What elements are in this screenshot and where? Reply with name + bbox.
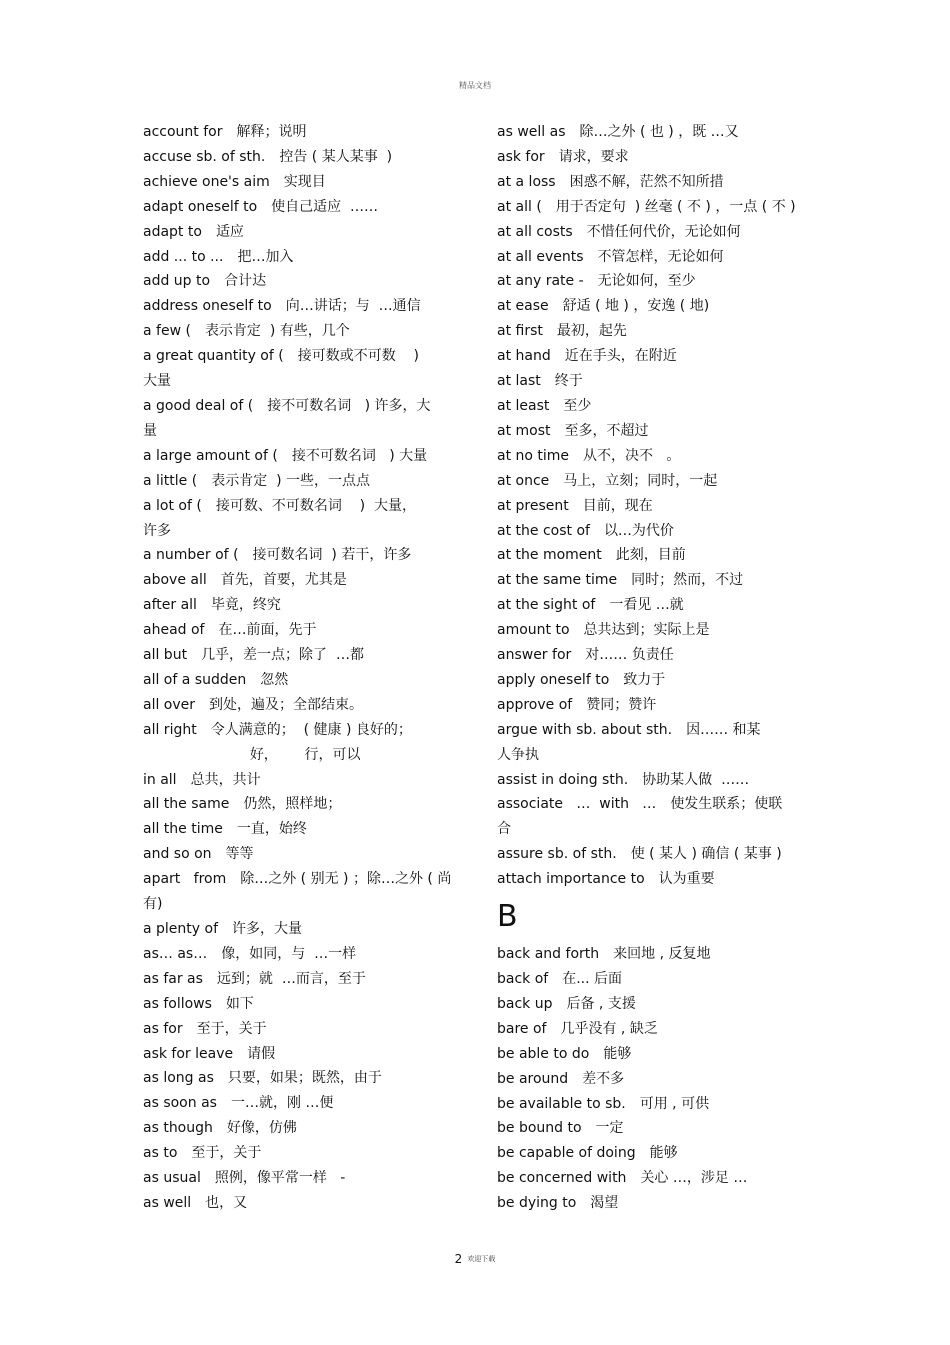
vocab-entry	[497, 145, 812, 170]
entry-chinese: 致力于	[623, 671, 666, 688]
entry-english: a few (	[143, 323, 191, 340]
vocab-entry	[497, 1116, 812, 1141]
vocab-entry	[143, 917, 458, 942]
footer-text: 欢迎下载	[467, 1255, 496, 1263]
entry-chinese: 除…之外 ( 也 ) ，既 …又	[579, 124, 739, 140]
left-column	[143, 120, 458, 1216]
entry-english: answer for	[497, 647, 572, 664]
vocab-entry	[497, 319, 812, 344]
entry-chinese: 对…… 负责任	[585, 647, 674, 664]
vocab-entry	[143, 269, 458, 294]
vocab-entry	[143, 344, 458, 394]
entry-english: as usual	[143, 1170, 201, 1187]
entry-chinese: 至于，关于	[191, 1145, 262, 1162]
vocab-entry	[143, 294, 458, 319]
entry-english: be available to sb.	[497, 1095, 626, 1112]
entry-english: adapt oneself to	[143, 198, 258, 215]
entry-chinese: 照例，像平常一样 -	[214, 1170, 346, 1187]
entry-english: all the same	[143, 796, 230, 813]
entry-chinese: 在... 后面	[562, 971, 623, 987]
entry-english: in all	[143, 771, 177, 788]
entry-chinese: 几乎没有 , 缺乏	[560, 1020, 658, 1037]
entry-english: after all	[143, 597, 197, 614]
entry-english: as long as	[143, 1070, 214, 1087]
entry-chinese: 渴望	[590, 1195, 619, 1212]
vocab-entry	[143, 1166, 458, 1191]
entry-chinese: 同时；然而，不过	[631, 572, 744, 589]
vocab-entry	[497, 1166, 812, 1191]
entry-chinese: 好像，仿佛	[226, 1120, 297, 1137]
entry-chinese: 至少	[563, 397, 592, 414]
entry-english: a good deal of (	[143, 397, 254, 414]
entry-chinese: 目前，现在	[582, 497, 653, 514]
vocab-entry	[143, 967, 458, 992]
vocab-entry	[497, 369, 812, 394]
vocab-entry	[497, 220, 812, 245]
right-column-b	[497, 942, 812, 1216]
entry-english: at ease	[497, 298, 549, 315]
vocab-entry	[143, 120, 458, 145]
entry-chinese: 差不多	[582, 1070, 625, 1087]
vocab-entry	[497, 867, 812, 892]
entry-english: at the sight of	[497, 597, 596, 614]
entry-chinese: 总共，共计	[190, 771, 261, 788]
vocab-entry	[497, 792, 812, 842]
entry-chinese: 不管怎样，无论如何	[597, 248, 724, 265]
vocab-entry	[143, 1091, 458, 1116]
entry-english: as though	[143, 1120, 213, 1137]
entry-continuation: 许多	[143, 522, 171, 539]
entry-chinese: 请假	[247, 1045, 276, 1062]
entry-english: assist in doing sth.	[497, 771, 629, 788]
entry-chinese: 几乎，差一点；除了 …都	[201, 647, 364, 664]
vocab-entry	[497, 1141, 812, 1166]
vocab-entry	[497, 643, 812, 668]
entry-chinese: 除…之外 ( 别无 ) ；除…之外 ( 尚	[240, 871, 452, 888]
entry-chinese: 此刻，目前	[615, 547, 686, 564]
entry-chinese: 总共达到；实际上是	[583, 622, 710, 639]
entry-english: a little (	[143, 472, 198, 489]
entry-continuation: 量	[143, 422, 157, 439]
entry-chinese: 接可数、不可数名词 ) 大量，	[215, 497, 417, 514]
entry-chinese: 用于否定句 ) 丝毫 ( 不 ) ，一点 ( 不 )	[555, 198, 796, 215]
vocab-entry	[143, 1116, 458, 1141]
entry-chinese: 到处，遍及；全部结束。	[209, 696, 364, 713]
entry-chinese: 只要，如果；既然，由于	[227, 1070, 382, 1087]
entry-chinese: 可用 , 可供	[639, 1095, 710, 1112]
vocab-entry	[143, 1066, 458, 1091]
entry-continuation: 大量	[143, 373, 171, 390]
entry-chinese: 最初，起先	[556, 323, 627, 340]
entry-english: at any rate -	[497, 273, 584, 290]
entry-english: ahead of	[143, 622, 205, 639]
entry-english: assure sb. of sth.	[497, 846, 617, 863]
entry-english: and so on	[143, 846, 212, 863]
entry-chinese: 令人满意的； ( 健康 ) 良好的；	[210, 721, 412, 738]
entry-english: apart from	[143, 871, 227, 888]
entry-chinese: 使自己适应 ……	[271, 198, 379, 215]
vocab-entry	[497, 245, 812, 270]
entry-english: be around	[497, 1070, 569, 1087]
entry-english: at least	[497, 397, 550, 414]
entry-english: at no time	[497, 447, 570, 464]
entry-chinese: 实现目	[283, 173, 326, 190]
vocab-entry	[497, 992, 812, 1017]
entry-chinese: 困惑不解，茫然不知所措	[569, 173, 724, 190]
entry-chinese: 近在手头，在附近	[564, 348, 677, 365]
entry-english: at present	[497, 497, 569, 514]
entry-english: a lot of (	[143, 497, 202, 514]
vocab-entry	[497, 120, 812, 145]
entry-english: at last	[497, 373, 541, 390]
entry-chinese: 适应	[215, 223, 244, 240]
entry-english: a large amount of (	[143, 447, 278, 464]
entry-english: above all	[143, 572, 207, 589]
entry-chinese: 如下	[225, 995, 254, 1012]
vocab-entry	[143, 718, 458, 768]
vocab-entry	[497, 419, 812, 444]
entry-chinese: 忽然	[260, 671, 289, 688]
entry-english: as well as	[497, 124, 566, 140]
vocab-entry	[143, 245, 458, 270]
entry-chinese: 以…为代价	[603, 522, 674, 539]
entry-chinese: 至多，不超过	[564, 422, 649, 439]
vocab-entry	[497, 718, 812, 768]
vocab-entry	[143, 992, 458, 1017]
entry-chinese: 赞同；赞许	[586, 696, 657, 713]
entry-chinese: 把…加入	[237, 248, 294, 265]
entry-chinese: 舒适 ( 地 ) ，安逸 ( 地)	[562, 298, 710, 315]
entry-chinese: 请求，要求	[558, 148, 629, 165]
right-column-a	[497, 120, 812, 892]
vocab-entry	[143, 792, 458, 817]
entry-chinese: 表示肯定 ) 有些，几个	[204, 323, 350, 340]
vocab-entry	[143, 1042, 458, 1067]
vocab-entry	[143, 842, 458, 867]
vocab-entry	[497, 618, 812, 643]
vocab-entry	[143, 170, 458, 195]
vocab-entry	[497, 942, 812, 967]
entry-chinese: 向…讲话；与 …通信	[285, 298, 421, 315]
entry-english: argue with sb. about sth.	[497, 721, 673, 738]
entry-chinese: 后备 , 支援	[566, 995, 636, 1012]
entry-english: at all costs	[497, 223, 573, 240]
page-footer	[0, 1248, 950, 1267]
entry-chinese: 接不可数名词 ) 许多，大	[267, 397, 431, 414]
entry-chinese: 至于，关于	[196, 1020, 267, 1037]
vocab-entry	[143, 195, 458, 220]
entry-chinese: 关心 …，涉足 …	[640, 1170, 748, 1187]
entry-english: at hand	[497, 348, 551, 365]
vocab-entry	[143, 543, 458, 568]
vocab-entry	[143, 444, 458, 469]
entry-english: all right	[143, 721, 197, 738]
section-letter: B	[497, 899, 518, 935]
entry-chinese: 来回地 , 反复地	[613, 946, 711, 963]
entry-english: all of a sudden	[143, 671, 247, 688]
vocab-entry	[497, 1017, 812, 1042]
entry-english: all but	[143, 647, 188, 664]
page-header: 精品文档	[459, 81, 491, 90]
entry-english: at first	[497, 323, 543, 340]
entry-chinese: 首先，首要，尤其是	[220, 572, 347, 589]
entry-chinese: 能够	[649, 1145, 678, 1162]
entry-chinese: 一…就，刚 …便	[230, 1095, 334, 1112]
entry-english: be concerned with	[497, 1170, 627, 1187]
entry-chinese: 一看见 …就	[609, 597, 684, 614]
entry-english: a number of (	[143, 547, 239, 564]
entry-english: be dying to	[497, 1195, 577, 1212]
page-number: 2	[454, 1252, 463, 1266]
entry-english: back of	[497, 971, 549, 987]
vocab-entry	[497, 344, 812, 369]
vocab-entry	[497, 195, 812, 220]
entry-english: at a loss	[497, 173, 556, 190]
vocab-entry	[497, 444, 812, 469]
entry-chinese: 等等	[225, 846, 254, 863]
vocab-entry	[143, 494, 458, 544]
entry-continuation: 人争执	[497, 746, 539, 763]
entry-chinese: 解释；说明	[236, 124, 307, 140]
entry-english: associate … with …	[497, 796, 657, 813]
vocab-entry	[143, 643, 458, 668]
entry-english: at the same time	[497, 572, 618, 589]
entry-continuation: 合	[497, 821, 511, 838]
entry-english: a great quantity of (	[143, 348, 284, 365]
entry-chinese: 接可数或不可数 )	[297, 348, 419, 365]
entry-english: be capable of doing	[497, 1145, 636, 1162]
vocab-entry	[497, 593, 812, 618]
entry-english: apply oneself to	[497, 671, 610, 688]
vocab-entry	[497, 294, 812, 319]
entry-chinese: 从不，决不 。	[583, 447, 681, 464]
vocab-entry	[497, 768, 812, 793]
entry-english: add up to	[143, 273, 211, 290]
vocab-entry	[143, 1141, 458, 1166]
entry-english: attach importance to	[497, 871, 645, 888]
entry-english: as well	[143, 1194, 192, 1211]
entry-english: as far as	[143, 970, 203, 987]
vocab-entry	[143, 319, 458, 344]
entry-chinese: 认为重要	[658, 871, 715, 888]
vocab-entry	[497, 668, 812, 693]
entry-continuation: 有)	[143, 896, 163, 913]
entry-chinese: 远到；就 …而言，至于	[216, 970, 366, 987]
entry-english: accuse sb. of sth.	[143, 148, 266, 165]
vocab-entry	[143, 145, 458, 170]
vocab-entry	[143, 867, 458, 917]
entry-english: ask for	[497, 148, 545, 165]
entry-chinese: 表示肯定 ) 一些，一点点	[211, 472, 371, 489]
vocab-entry	[143, 817, 458, 842]
entry-chinese: 马上，立刻；同时，一起	[563, 472, 718, 489]
entry-english: all the time	[143, 821, 223, 838]
entry-chinese: 控告 ( 某人某事 )	[279, 148, 393, 165]
vocab-entry	[143, 469, 458, 494]
entry-english: at all events	[497, 248, 584, 265]
entry-chinese: 仍然，照样地；	[243, 796, 342, 813]
entry-chinese: 终于	[554, 373, 583, 390]
entry-english: bare of	[497, 1020, 547, 1037]
vocab-entry	[143, 593, 458, 618]
vocab-entry	[497, 543, 812, 568]
entry-english: as soon as	[143, 1095, 217, 1112]
vocab-entry	[497, 842, 812, 867]
entry-chinese: 一直，始终	[236, 821, 307, 838]
entry-chinese: 无论如何，至少	[597, 273, 696, 290]
entry-english: at all (	[497, 198, 542, 215]
entry-english: be bound to	[497, 1120, 582, 1137]
entry-english: at once	[497, 472, 550, 489]
vocab-entry	[497, 469, 812, 494]
entry-english: a plenty of	[143, 921, 219, 937]
vocab-entry	[497, 519, 812, 544]
vocab-entry	[497, 494, 812, 519]
vocab-entry	[143, 768, 458, 793]
entry-chinese: 也，又	[205, 1194, 248, 1211]
vocab-entry	[497, 394, 812, 419]
entry-continuation: 好， 行，可以	[143, 746, 361, 763]
entry-english: at the moment	[497, 547, 602, 564]
vocab-entry	[497, 1191, 812, 1216]
vocab-entry	[497, 693, 812, 718]
vocab-entry	[143, 220, 458, 245]
entry-chinese: 毕竟，终究	[210, 597, 281, 614]
vocab-entry	[497, 269, 812, 294]
entry-english: approve of	[497, 696, 573, 713]
vocab-entry	[143, 1017, 458, 1042]
entry-english: as for	[143, 1020, 183, 1037]
entry-chinese: 一定	[595, 1120, 624, 1137]
entry-english: at most	[497, 422, 551, 439]
vocab-entry	[143, 394, 458, 444]
entry-english: achieve one's aim	[143, 173, 270, 190]
entry-chinese: 接可数名词 ) 若干，许多	[252, 547, 412, 564]
entry-english: amount to	[497, 622, 570, 639]
entry-english: ask for leave	[143, 1045, 234, 1062]
entry-english: as follows	[143, 995, 212, 1012]
vocab-entry	[497, 967, 812, 992]
vocab-entry	[497, 1067, 812, 1092]
entry-english: adapt to	[143, 223, 202, 240]
entry-english: all over	[143, 696, 196, 713]
entry-english: as to	[143, 1145, 178, 1162]
entry-english: back up	[497, 995, 553, 1012]
vocab-entry	[497, 1042, 812, 1067]
vocab-entry	[143, 618, 458, 643]
vocab-entry	[143, 942, 458, 967]
vocab-entry	[497, 568, 812, 593]
entry-chinese: 像，如同，与 …一样	[221, 945, 357, 962]
entry-english: back and forth	[497, 946, 600, 963]
entry-chinese: 能够	[603, 1045, 632, 1062]
entry-chinese: 使发生联系；使联	[670, 796, 783, 813]
entry-english: be able to do	[497, 1045, 590, 1062]
vocab-entry	[143, 568, 458, 593]
vocab-entry	[143, 693, 458, 718]
entry-english: as… as…	[143, 945, 208, 962]
entry-chinese: 合计达	[224, 273, 267, 290]
entry-chinese: 许多，大量	[232, 921, 303, 937]
entry-chinese: 接不可数名词 ) 大量	[291, 447, 428, 464]
entry-chinese: 因…… 和某	[686, 721, 761, 738]
entry-chinese: 在…前面，先于	[218, 622, 317, 639]
entry-chinese: 协助某人做 ……	[642, 771, 750, 788]
right-column	[497, 120, 812, 1216]
vocab-entry	[143, 1191, 458, 1216]
entry-english: at the cost of	[497, 522, 590, 539]
vocab-entry	[497, 170, 812, 195]
vocab-entry	[497, 1092, 812, 1117]
vocab-entry	[143, 668, 458, 693]
entry-chinese: 不惜任何代价，无论如何	[586, 223, 741, 240]
entry-english: address oneself to	[143, 298, 272, 315]
entry-english: add ... to ...	[143, 248, 224, 265]
entry-english: account for	[143, 124, 223, 140]
entry-chinese: 使 ( 某人 ) 确信 ( 某事 )	[630, 846, 782, 863]
